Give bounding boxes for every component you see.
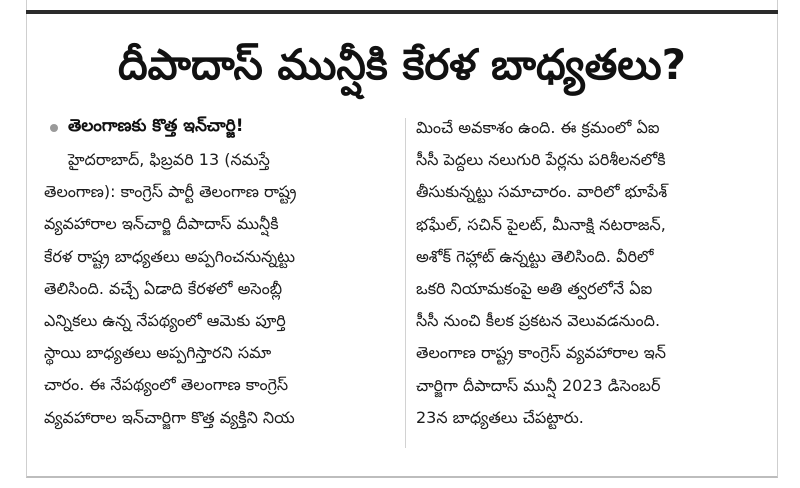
bullet-icon	[50, 124, 58, 132]
body-line: చారం. ఈ నేపథ్యంలో తెలంగాణ కాంగ్రెస్	[44, 375, 289, 395]
right-column	[416, 112, 768, 452]
body-line: ఒకరి నియామకంపై అతి త్వరలోనే ఏఐ	[416, 278, 653, 298]
body-line: తెలంగాణ రాష్ట్ర కాంగ్రెస్ వ్యవహారాల ఇన్	[416, 343, 666, 363]
subheading-text: తెలంగాణకు కొత్త ఇన్‌చార్జి!	[68, 116, 244, 136]
column-divider	[405, 118, 406, 448]
body-line: తెలిసింది. వచ్చే ఏడాది కేరళలో అసెంబ్లీ	[44, 278, 283, 298]
headline: దీపాదాస్ మున్షీకి కేరళ బాధ్యతలు?	[118, 40, 686, 89]
body-line: వ్యవహారాల ఇన్‌చార్జి దీపాదాస్ మున్షీకి	[44, 214, 279, 234]
body-line: అశోక్ గెహ్లాట్ ఉన్నట్టు తెలిసింది. వీరిలో	[416, 246, 654, 266]
body-line: మించే అవకాశం ఉంది. ఈ క్రమంలో ఏఐ	[416, 118, 660, 137]
body-line: 23న బాధ్యతలు చేపట్టారు.	[416, 407, 584, 427]
top-rule	[26, 10, 778, 14]
body-line: కేరళ రాష్ట్ర బాధ్యతలు అప్పగించనున్నట్టు	[44, 246, 296, 266]
body-line: భఘేల్, సచిన్ పైలట్, మీనాక్షి నటరాజన్,	[416, 214, 666, 234]
subheading	[44, 112, 396, 144]
body-line: ఎన్నికలు ఉన్న నేపథ్యంలో ఆమెకు పూర్తి	[44, 310, 286, 330]
body-line: స్థాయి బాధ్యతలు అప్పగిస్తారని సమా	[44, 343, 272, 363]
body-line: చార్జిగా దీపాదాస్ మున్షీ 2023 డిసెంబర్	[416, 375, 661, 395]
body-line: సీసీ పెద్దలు నలుగురి పేర్లను పరిశీలనలోకి	[416, 150, 666, 170]
body-line: సీసీ నుంచి కీలక ప్రకటన వెలువడనుంది.	[416, 311, 661, 331]
body-line: తెలంగాణ): కాంగ్రెస్ పార్టీ తెలంగాణ రాష్ట్ర	[44, 182, 297, 202]
body-line: తీసుకున్నట్టు సమాచారం. వారిలో భూపేశ్	[416, 182, 668, 202]
body-line: హైదరాబాద్, ఫిబ్రవరి 13 (నమస్తే	[68, 150, 270, 169]
left-column	[44, 112, 396, 452]
body-line: వ్యవహారాల ఇన్‌చార్జిగా కొత్త వ్యక్తిని నియ	[44, 407, 295, 427]
